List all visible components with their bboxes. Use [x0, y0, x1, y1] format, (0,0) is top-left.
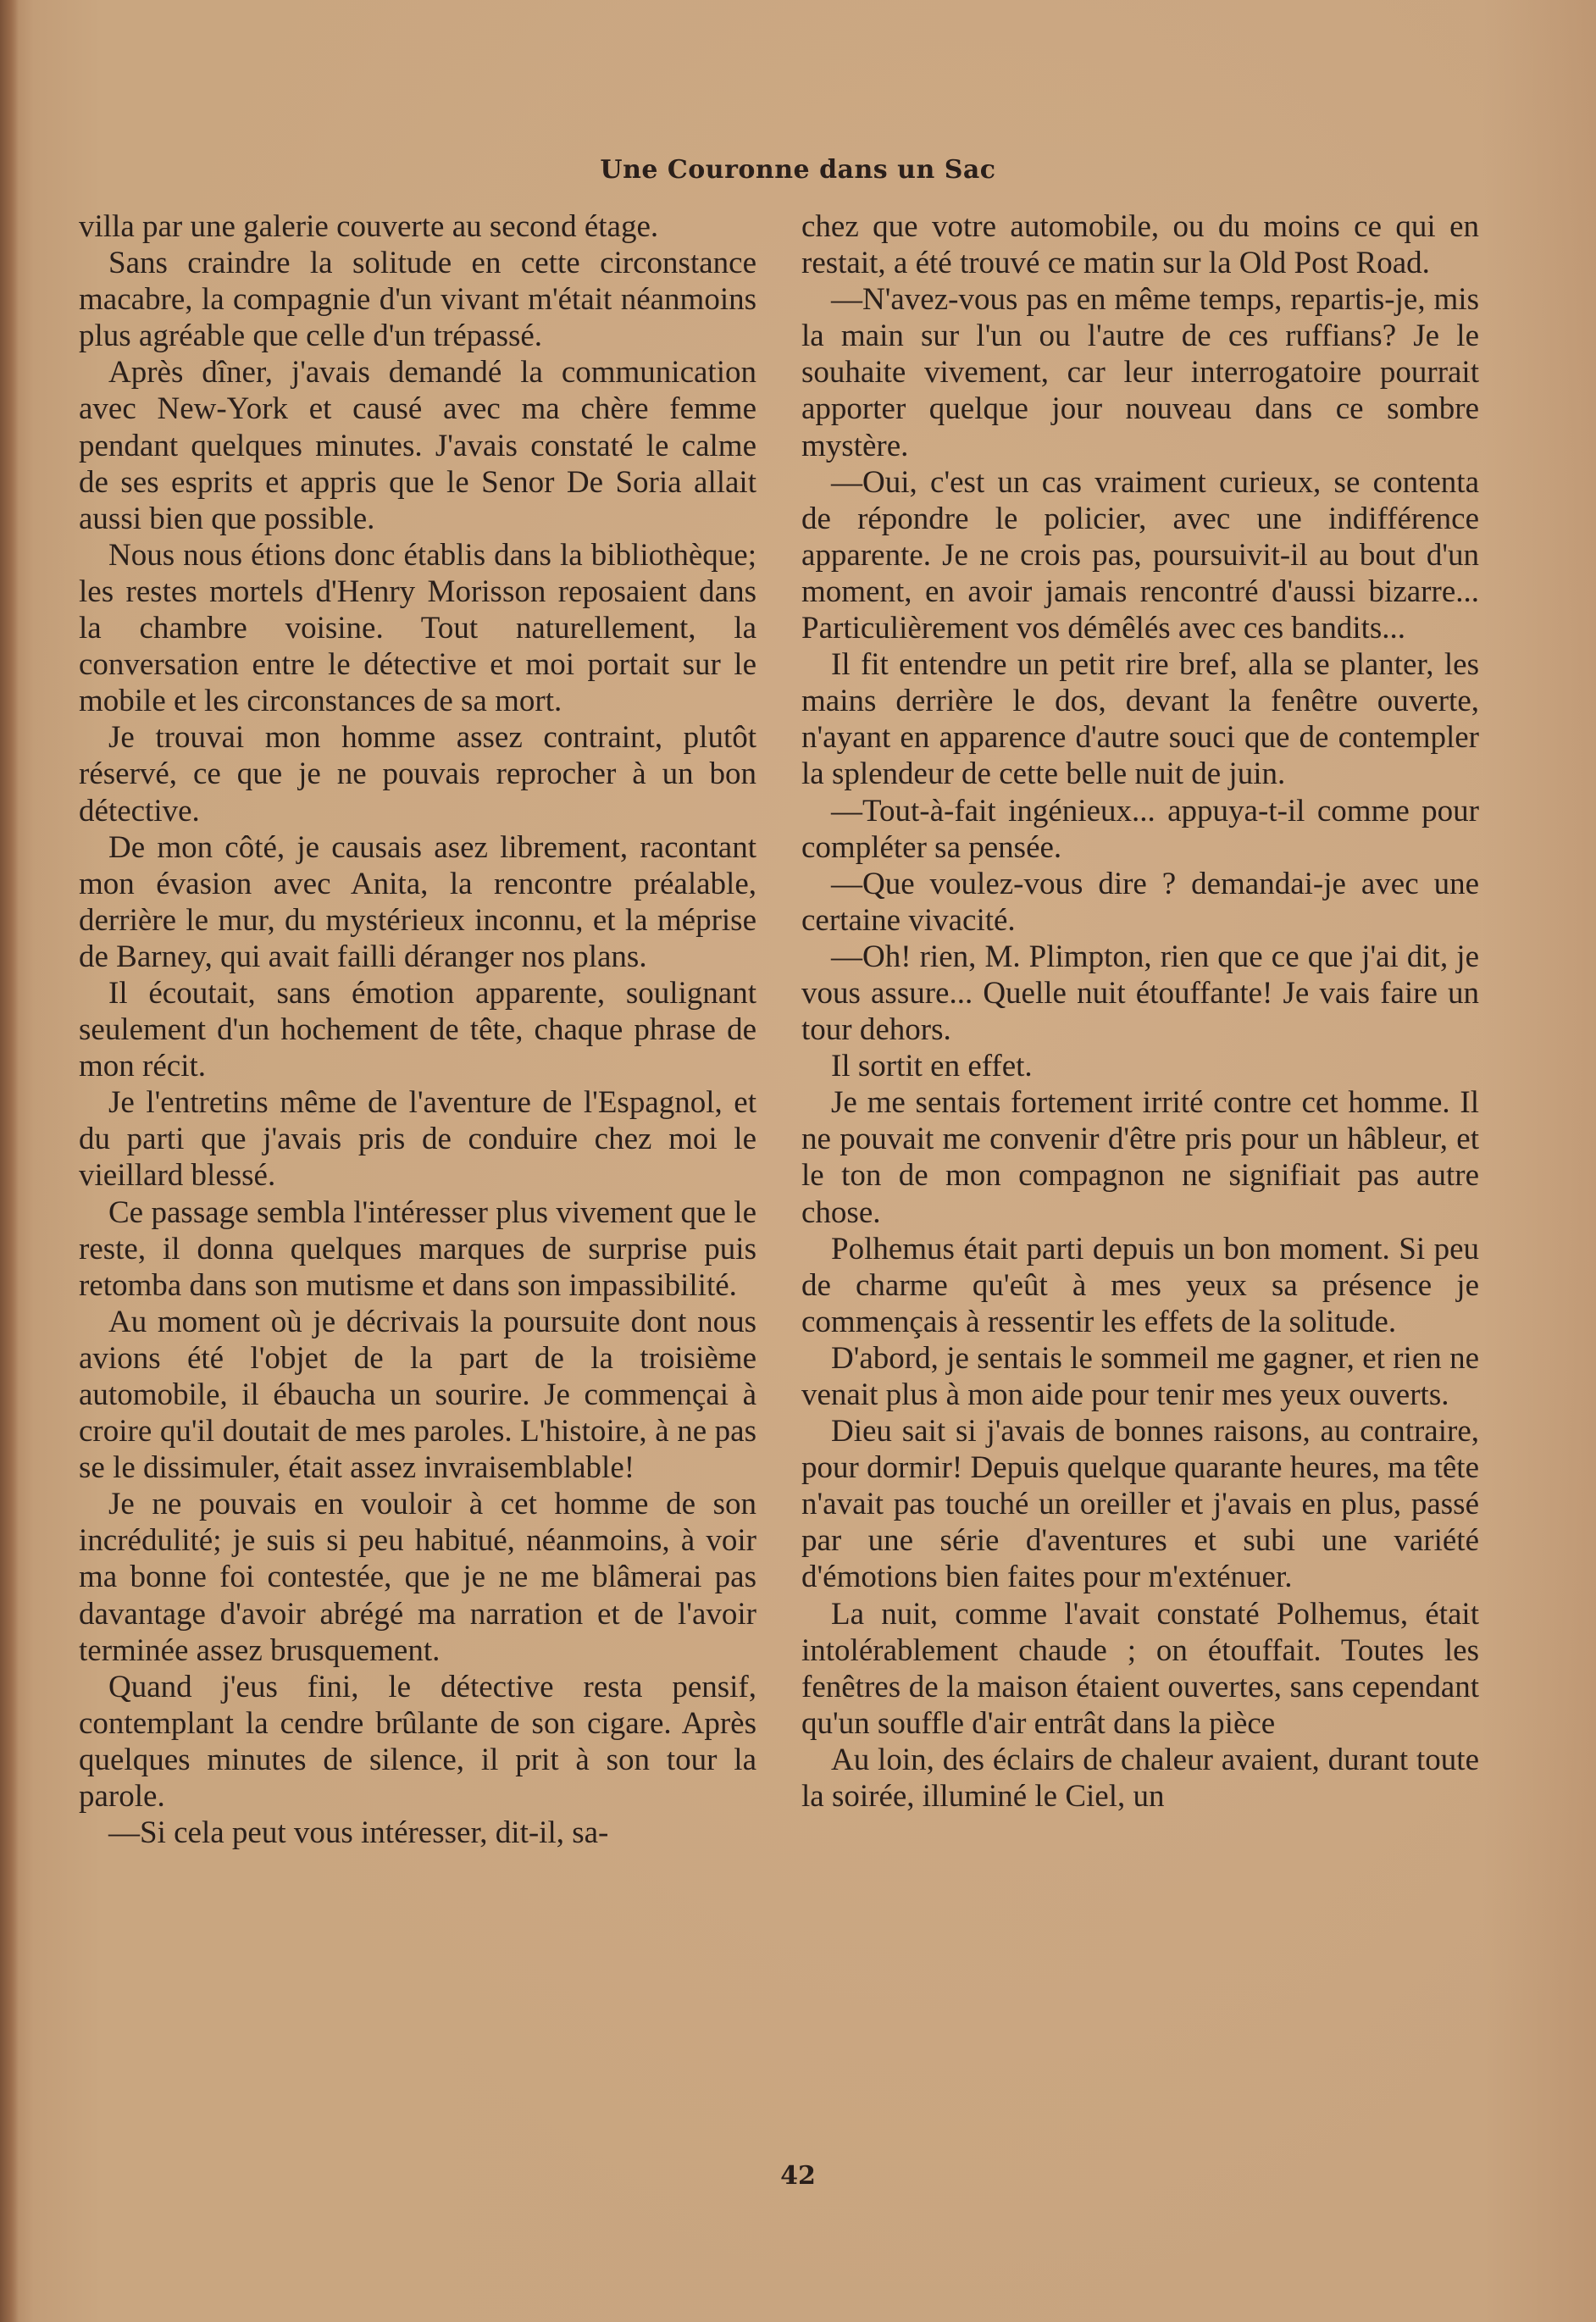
paragraph: D'abord, je sentais le sommeil me gagner, et rien ne venait plus à mon aide pour tenir mes yeux ouverts. [801, 1340, 1479, 1412]
paragraph: Je trouvai mon homme assez contraint, plutôt réservé, ce que je ne pouvais reprocher à un bon détective. [79, 720, 756, 828]
paragraph: villa par une galerie couverte au second étage. [79, 209, 659, 244]
paragraph: Polhemus était parti depuis un bon moment. Si peu de charme qu'eût à mes yeux sa présence je commençais à ressentir les effets de la solitude. [801, 1231, 1479, 1339]
right-column [801, 208, 1479, 1815]
paragraph: —Que voulez-vous dire ? demandai-je avec une certaine vivacité. [801, 866, 1479, 938]
paragraph: La nuit, comme l'avait constaté Polhemus, était intolérablement chaude ; on étouffait. Toutes les fenêtres de la maison étaient ouvertes, sans cependant qu'un souffle d'air entrât dans la pièce [801, 1596, 1479, 1741]
page-number: 42 [780, 2161, 816, 2191]
running-head: Une Couronne dans un Sac [600, 155, 996, 185]
paragraph: De mon côté, je causais asez librement, racontant mon évasion avec Anita, la rencontre préalable, derrière le mur, du mystérieux inconnu, et la méprise de Barney, qui avait failli déranger nos plans. [79, 829, 756, 974]
paragraph: Il fit entendre un petit rire bref, alla se planter, les mains derrière le dos, devant la fenêtre ouverte, n'ayant en apparence d'autre souci que de contempler la splendeur de cette belle nuit de juin. [801, 647, 1479, 792]
paragraph: Ce passage sembla l'intéresser plus vivement que le reste, il donna quelques marques de surprise puis retomba dans son mutisme et dans son impassibilité. [79, 1194, 756, 1303]
paragraph: Je l'entretins même de l'aventure de l'Espagnol, et du parti que j'avais pris de conduire chez moi le vieillard blessé. [79, 1085, 756, 1194]
paragraph: —Oh! rien, M. Plimpton, rien que ce que j'ai dit, je vous assure... Quelle nuit étouffante! Je vais faire un tour dehors. [801, 939, 1479, 1048]
paragraph: Je ne pouvais en vouloir à cet homme de son incrédulité; je suis si peu habitué, néanmoins, à voir ma bonne foi contestée, que je ne me blâmerai pas davantage d'avoir abrégé ma narration et de l'avoir terminée assez brusquement. [79, 1487, 756, 1668]
left-column [79, 208, 756, 1851]
paragraph: Dieu sait si j'avais de bonnes raisons, au contraire, pour dormir! Depuis quelque quarante heures, ma tête n'avait pas touché un oreiller et j'avais en plus, passé par une série d'aventures et subi une variété d'émotions bien faites pour m'exténuer. [801, 1414, 1479, 1595]
paragraph: —Oui, c'est un cas vraiment curieux, se contenta de répondre le policier, avec une indifférence apparente. Je ne crois pas, poursuivit-il au bout d'un moment, en avoir jamais rencontré d'aussi bizarre... Particulièrement vos démêlés avec ces bandits... [801, 464, 1479, 646]
paragraph: Sans craindre la solitude en cette circonstance macabre, la compagnie d'un vivant m'était néanmoins plus agréable que celle d'un trépassé. [79, 246, 756, 354]
paragraph: chez que votre automobile, ou du moins ce qui en restait, a été trouvé ce matin sur la Old Post Road. [801, 209, 1479, 281]
paragraph: Quand j'eus fini, le détective resta pensif, contemplant la cendre brûlante de son cigare. Après quelques minutes de silence, il prit à son tour la parole. [79, 1669, 756, 1815]
paragraph: —Tout-à-fait ingénieux... appuya-t-il comme pour compléter sa pensée. [801, 793, 1479, 865]
page-binding-edge [0, 0, 19, 2322]
paragraph: —N'avez-vous pas en même temps, repartis-je, mis la main sur l'un ou l'autre de ces ruffians? Je le souhaite vivement, car leur interrogatoire pourrait apporter quelque jour nouveau dans ce sombre mystère. [801, 282, 1479, 463]
paragraph: Je me sentais fortement irrité contre cet homme. Il ne pouvait me convenir d'être pris pour un hâbleur, et le ton de mon compagnon ne signifiait pas autre chose. [801, 1085, 1479, 1230]
paragraph: Après dîner, j'avais demandé la communication avec New-York et causé avec ma chère femme pendant quelques minutes. J'avais constaté le calme de ses esprits et appris que le Senor De Soria allait aussi bien que possible. [79, 355, 756, 536]
paragraph: —Si cela peut vous intéresser, dit-il, sa- [108, 1815, 609, 1851]
paragraph: Au loin, des éclairs de chaleur avaient, durant toute la soirée, illuminé le Ciel, un [801, 1742, 1479, 1815]
paragraph: Il écoutait, sans émotion apparente, soulignant seulement d'un hochement de tête, chaque phrase de mon récit. [79, 975, 756, 1084]
paragraph: Il sortit en effet. [831, 1049, 1033, 1084]
paragraph: Nous nous étions donc établis dans la bibliothèque; les restes mortels d'Henry Morisson reposaient dans la chambre voisine. Tout naturellement, la conversation entre le détective et moi portait sur le mobile et les circonstances de sa mort. [79, 537, 756, 719]
paragraph: Au moment où je décrivais la poursuite dont nous avions été l'objet de la part de la troisième automobile, il ébaucha un sourire. Je commençai à croire qu'il doutait de mes paroles. L'histoire, à ne pas se le dissimuler, était assez invraisemblable! [79, 1304, 756, 1486]
